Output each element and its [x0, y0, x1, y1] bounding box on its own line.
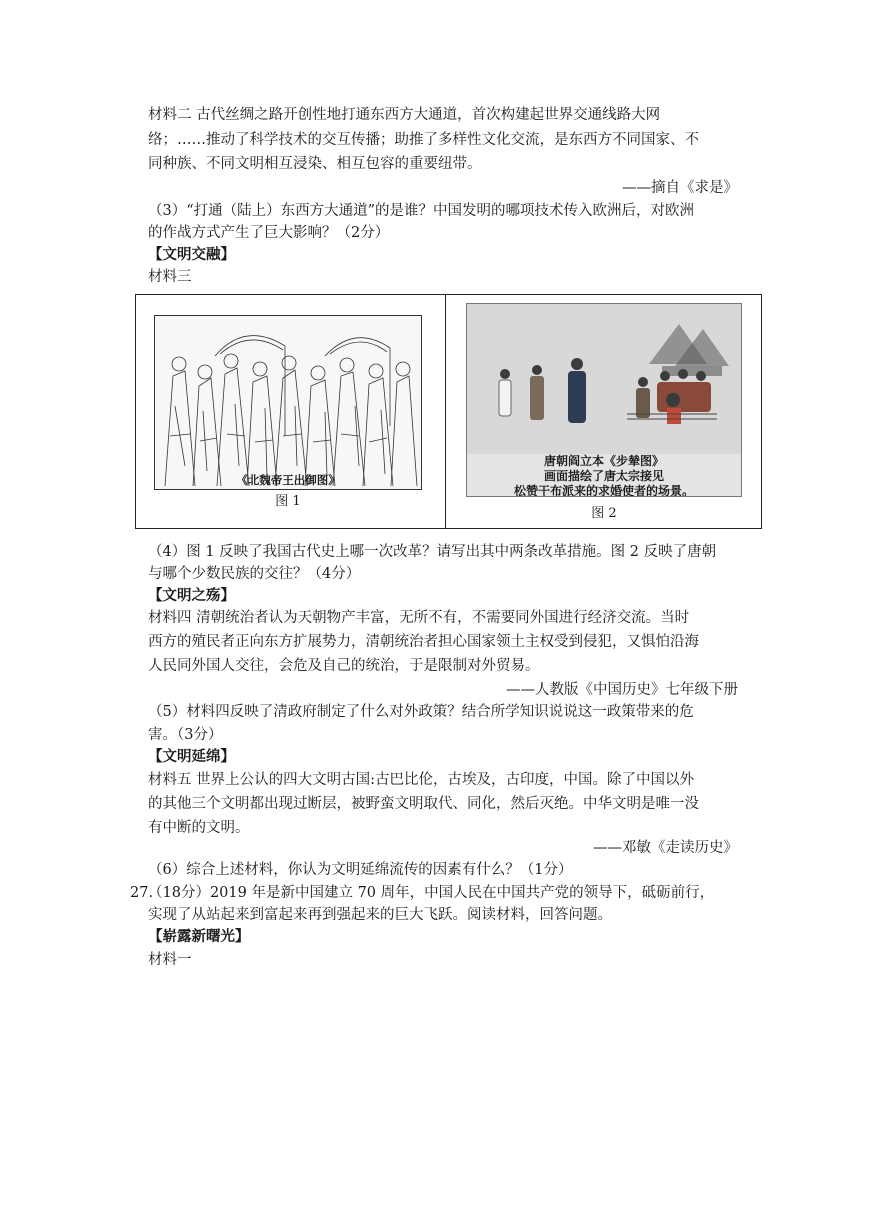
figure2-caption-line1: 唐朝阎立本《步辇图》 [543, 454, 664, 468]
question3-line1: （3）“打通（陆上）东西方大通道”的是谁？中国发明的哪项技术传入欧洲后，对欧洲 [148, 203, 695, 219]
figure1-title: 《北魏帝王出御图》 [236, 473, 340, 487]
material2-source: ——摘自《求是》 [622, 180, 738, 196]
section-heading-continue: 【文明延绵】 [148, 748, 235, 765]
material5-line1: 材料五 世界上公认的四大文明古国:古巴比伦，古埃及，古印度，中国。除了中国以外 [148, 772, 694, 788]
figure1-label: 图 1 [275, 494, 301, 509]
material2-line1: 材料二 古代丝绸之路开创性地打通东西方大通道，首次构建起世界交通线路大网 [148, 107, 661, 123]
question5-line1: （5）材料四反映了清政府制定了什么对外政策？结合所学知识说说这一政策带来的危 [148, 704, 694, 720]
material2-line3: 同种族、不同文明相互浸染、相互包容的重要纽带。 [148, 156, 482, 172]
material5-line2: 的其他三个文明都出现过断层，被野蛮文明取代、同化，然后灭绝。中华文明是唯一没 [148, 796, 699, 812]
material1-label: 材料一 [148, 952, 192, 968]
figure-box [135, 294, 762, 529]
procession-illustration [155, 316, 422, 490]
material4-line2: 西方的殖民者正向东方扩展势力，清朝统治者担心国家领土主权受到侵犯，又惧怕沿海 [148, 634, 699, 650]
bunian-painting [467, 304, 742, 454]
material4-source: ——人教版《中国历史》七年级下册 [506, 682, 738, 698]
question6: （6）综合上述材料，你认为文明延绵流传的因素有什么？（1分） [148, 862, 573, 878]
question27-line2: 实现了从站起来到富起来再到强起来的巨大飞跃。阅读材料，回答问题。 [148, 907, 612, 923]
question27-line1: （18分）2019 年是新中国建立 70 周年，中国人民在中国共产党的领导下，砥砺前行， [148, 885, 715, 901]
figure2-caption [467, 454, 741, 497]
question5-line2: 害。（3分） [148, 727, 223, 743]
question27-number: 27. [130, 885, 154, 901]
section-heading-dawn: 【崭露新曙光】 [148, 928, 250, 945]
material4-line1: 材料四 清朝统治者认为天朝物产丰富，无所不有，不需要同外国进行经济交流。当时 [148, 610, 690, 626]
material4-line3: 人民同外国人交往，会危及自己的统治，于是限制对外贸易。 [148, 658, 540, 674]
question4-line2: 与哪个少数民族的交往？（4分） [148, 566, 361, 582]
section-heading-loss: 【文明之殇】 [148, 587, 235, 604]
figure2-label: 图 2 [591, 506, 617, 521]
figure2-image [466, 303, 742, 497]
question3-line2: 的作战方式产生了巨大影响？（2分） [148, 225, 390, 241]
figure-divider [445, 295, 446, 528]
section-heading-fusion: 【文明交融】 [148, 246, 235, 263]
figure2-caption-line2: 画面描绘了唐太宗接见 [543, 469, 664, 483]
question4-line1: （4）图 1 反映了我国古代史上哪一次改革？请写出其中两条改革措施。图 2 反映了唐朝 [148, 544, 717, 560]
figure2-caption-line3: 松赞干布派来的求婚使者的场景。 [513, 484, 694, 497]
material5-source: ——邓敏《走读历史》 [593, 840, 738, 856]
material2-line2: 络；……推动了科学技术的交互传播；助推了多样性文化交流，是东西方不同国家、不 [148, 132, 699, 148]
material5-line3: 有中断的文明。 [148, 820, 250, 836]
figure1-image [154, 315, 422, 490]
material3-label: 材料三 [148, 269, 192, 285]
